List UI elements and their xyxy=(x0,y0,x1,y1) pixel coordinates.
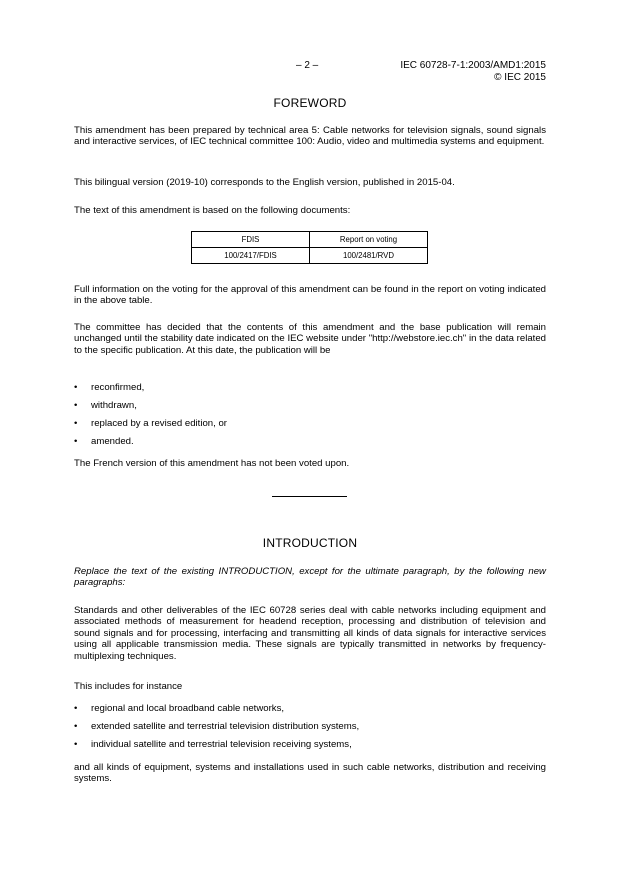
list-item: • replaced by a revised edition, or xyxy=(74,418,546,436)
foreword-paragraph-2: This bilingual version (2019-10) corresponds to the English version, published in 2015-04. xyxy=(74,177,455,188)
table-header-report: Report on voting xyxy=(310,232,428,248)
table-header-fdis: FDIS xyxy=(192,232,310,248)
introduction-paragraph-3: and all kinds of equipment, systems and installations used in such cable networks, distribution and receiving systems. xyxy=(74,762,546,785)
document-reference xyxy=(400,60,546,83)
foreword-paragraph-4: Full information on the voting for the approval of this amendment can be found in the report on voting indicated in the above table. xyxy=(74,284,546,307)
list-item: • individual satellite and terrestrial television receiving systems, xyxy=(74,739,546,757)
foreword-paragraph-3: The text of this amendment is based on the following documents: xyxy=(74,205,351,216)
foreword-title: FOREWORD xyxy=(273,96,347,110)
foreword-bullet-list xyxy=(74,382,546,454)
introduction-title: INTRODUCTION xyxy=(262,536,358,550)
list-item: • extended satellite and terrestrial television distribution systems, xyxy=(74,721,546,739)
introduction-instruction: Replace the text of the existing INTRODUCTION, except for the ultimate paragraph, by the following new paragraphs: xyxy=(74,566,546,589)
list-item: • reconfirmed, xyxy=(74,382,546,400)
table-cell-rvd: 100/2481/RVD xyxy=(310,248,428,264)
copyright-notice: © IEC 2015 xyxy=(494,71,546,83)
foreword-paragraph-5: The committee has decided that the contents of this amendment and the base publication will remain unchanged until the stability date indicated on the IEC website under "http://webstore.iec.ch" in the data related to the specific publication. At this date, the publication will be xyxy=(74,322,546,356)
list-item: • amended. xyxy=(74,436,546,454)
section-divider xyxy=(272,496,347,497)
table-header-row xyxy=(192,232,428,248)
introduction-paragraph-1: Standards and other deliverables of the IEC 60728 series deal with cable networks including equipment and associated methods of measurement for headend reception, processing and distribution of television and sound signals and for processing, interfacing and transmitting all kinds of data signals for interactive services using all applicable transmission media. These signals are typically transmitted in networks by frequency-multiplexing techniques. xyxy=(74,605,546,662)
foreword-paragraph-1: This amendment has been prepared by technical area 5: Cable networks for television signals, sound signals and interactive services, of IEC technical committee 100: Audio, video and multimedia systems and equipment. xyxy=(74,125,546,148)
table-cell-fdis: 100/2417/FDIS xyxy=(192,248,310,264)
introduction-bullet-list xyxy=(74,703,546,757)
document-id: IEC 60728-7-1:2003/AMD1:2015 xyxy=(400,60,546,71)
foreword-paragraph-6: The French version of this amendment has not been voted upon. xyxy=(74,458,350,469)
table-row xyxy=(192,248,428,264)
introduction-paragraph-2: This includes for instance xyxy=(74,681,183,692)
list-item: • regional and local broadband cable networks, xyxy=(74,703,546,721)
page-number: – 2 – xyxy=(296,60,319,71)
list-item: • withdrawn, xyxy=(74,400,546,418)
voting-documents-table xyxy=(191,231,428,264)
